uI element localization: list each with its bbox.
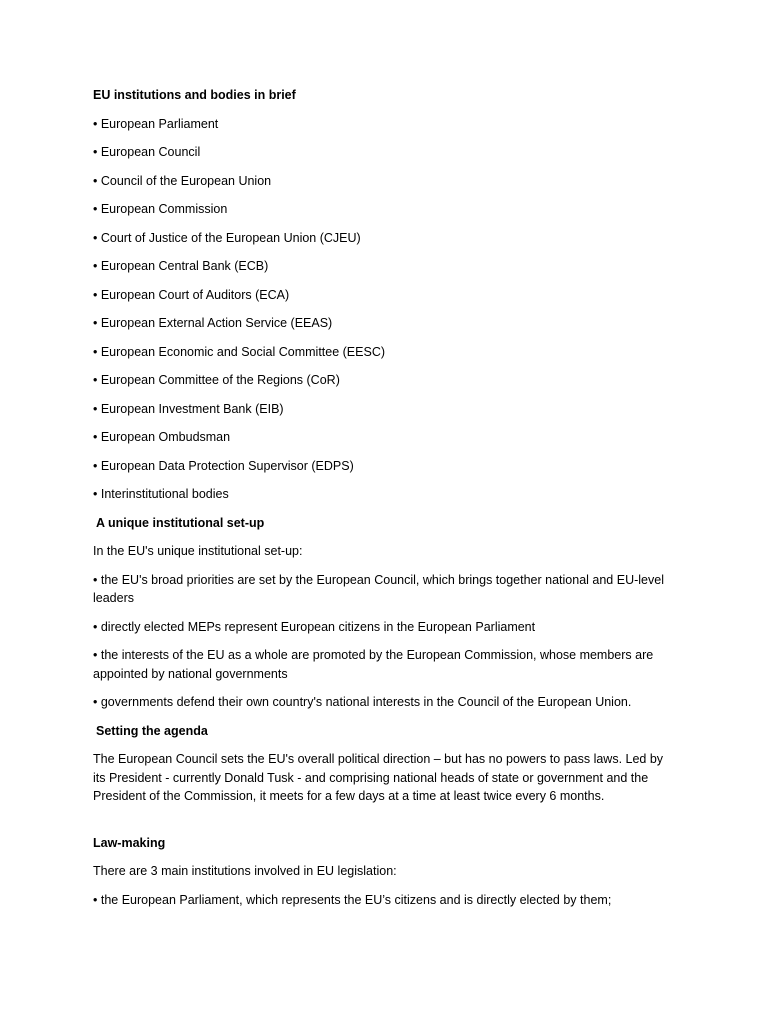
list-item: • Council of the European Union bbox=[93, 173, 272, 188]
list-item: • European Council bbox=[93, 145, 201, 159]
lawmaking-intro: There are 3 main institutions involved in EU legislation: bbox=[93, 864, 397, 878]
agenda-paragraph: The European Council sets the EU's overall political direction – but has no powers to pass laws. Led by its President - currently Donald Tusk - and comprising national heads of state or government and the President of the Commission, it meets for a few days at a time at least twice every 6 months. bbox=[93, 752, 664, 803]
setup-intro: In the EU's unique institutional set-up: bbox=[93, 544, 303, 558]
list-item: • European Parliament bbox=[93, 116, 219, 131]
section-heading-agenda: Setting the agenda bbox=[96, 723, 208, 738]
document-page bbox=[93, 86, 673, 919]
list-item: • European Investment Bank (EIB) bbox=[93, 401, 284, 416]
list-item: • European Economic and Social Committee (EESC) bbox=[93, 344, 386, 359]
list-item: • Interinstitutional bodies bbox=[93, 487, 229, 501]
list-item: • European Committee of the Regions (CoR) bbox=[93, 373, 340, 387]
list-item: • European Central Bank (ECB) bbox=[93, 259, 269, 273]
page-heading: EU institutions and bodies in brief bbox=[93, 88, 296, 102]
list-item: • European Ombudsman bbox=[93, 430, 231, 444]
list-item: • Court of Justice of the European Union (CJEU) bbox=[93, 230, 361, 245]
section-heading-setup: A unique institutional set-up bbox=[96, 515, 265, 530]
setup-point: • the EU's broad priorities are set by the European Council, which brings together national and EU-level leaders bbox=[93, 572, 664, 605]
section-heading-lawmaking: Law-making bbox=[93, 835, 166, 850]
list-item: • European Court of Auditors (ECA) bbox=[93, 287, 290, 302]
list-item: • European External Action Service (EEAS) bbox=[93, 316, 333, 330]
list-item: • European Commission bbox=[93, 202, 228, 216]
setup-point: • directly elected MEPs represent European citizens in the European Parliament bbox=[93, 619, 536, 634]
lawmaking-point: • the European Parliament, which represents the EU’s citizens and is directly elected by them; bbox=[93, 892, 612, 907]
setup-point: • the interests of the EU as a whole are promoted by the European Commission, whose members are appointed by national governments bbox=[93, 648, 654, 681]
list-item: • European Data Protection Supervisor (EDPS) bbox=[93, 458, 354, 473]
setup-point: • governments defend their own country's national interests in the Council of the European Union. bbox=[93, 695, 632, 709]
